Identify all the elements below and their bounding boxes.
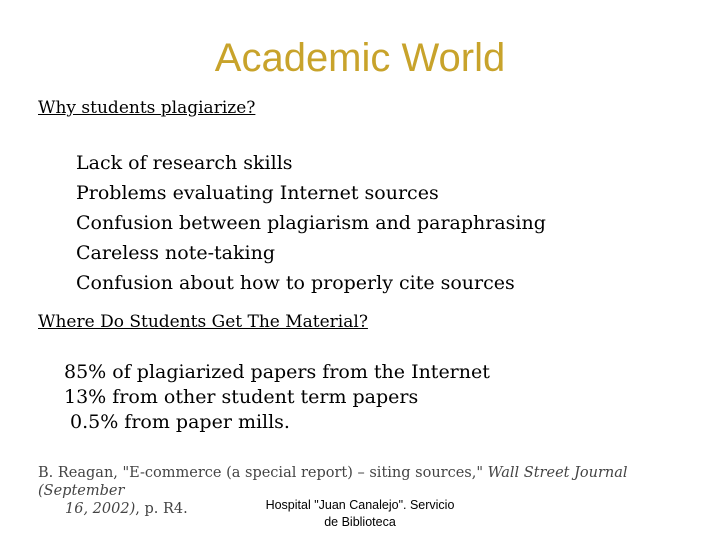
section-heading-where: Where Do Students Get The Material? [38, 312, 368, 332]
list-item: 13% from other student term papers [64, 386, 419, 408]
list-item: 0.5% from paper mills. [70, 411, 290, 433]
list-item: 85% of plagiarized papers from the Internet [64, 361, 490, 383]
list-item: Confusion between plagiarism and paraphrasing [76, 212, 546, 234]
list-item: Careless note-taking [76, 242, 275, 264]
citation-journal: Wall Street Journal (September [38, 465, 628, 499]
citation-page: , p. R4. [135, 501, 188, 517]
section-heading-why: Why students plagiarize? [38, 98, 256, 118]
footer-line: de Biblioteca [324, 515, 396, 529]
citation-text: B. Reagan, "E-commerce (a special report) – siting sources," [38, 465, 488, 481]
footer-line: Hospital "Juan Canalejo". Servicio [265, 498, 455, 512]
sources-list [64, 360, 490, 435]
reasons-list [76, 148, 546, 298]
slide-title: Academic World [214, 36, 506, 80]
footer [250, 497, 470, 531]
list-item: Lack of research skills [76, 152, 293, 174]
citation-date: 16, 2002) [65, 501, 136, 517]
list-item: Confusion about how to properly cite sources [76, 272, 515, 294]
list-item: Problems evaluating Internet sources [76, 182, 439, 204]
